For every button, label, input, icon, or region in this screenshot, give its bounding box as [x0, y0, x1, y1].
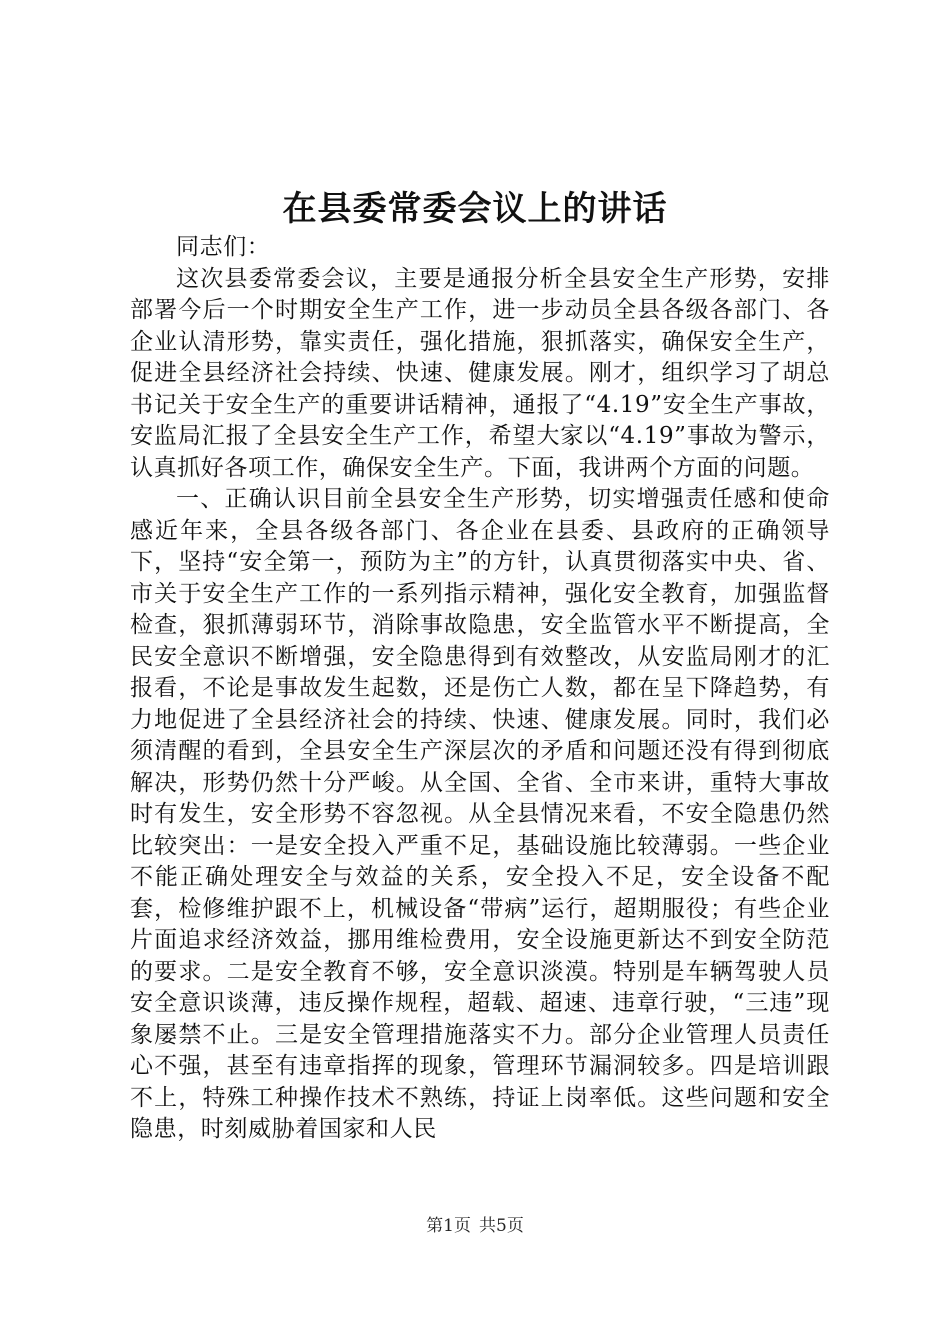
page-number: 第1页	[426, 1216, 471, 1236]
page-footer	[0, 1213, 950, 1239]
document-body	[130, 232, 830, 1146]
paragraph-2: 一、正确认识目前全县安全生产形势，切实增强责任感和使命感近年来，全县各级各部门、各企业在县委、县政府的正确领导下，坚持“安全第一，预防为主”的方针，认真贯彻落实中央、省、市关于安全生产工作的一系列指示精神，强化安全教育，加强监督检查，狠抓薄弱环节，消除事故隐患，安全监管水平不断提高，全民安全意识不断增强，安全隐患得到有效整改，从安监局刚才的汇报看，不论是事故发生起数，还是伤亡人数，都在呈下降趋势，有力地促进了全县经济社会的持续、快速、健康发展。同时，我们必须清醒的看到，全县安全生产深层次的矛盾和问题还没有得到彻底解决，形势仍然十分严峻。从全国、全省、全市来讲，重特大事故时有发生，安全形势不容忽视。从全县情况来看，不安全隐患仍然比较突出：一是安全投入严重不足，基础设施比较薄弱。一些企业不能正确处理安全与效益的关系，安全投入不足，安全设备不配套，检修维护跟不上，机械设备“带病”运行，超期服役；有些企业片面追求经济效益，挪用维检费用，安全设施更新达不到安全防范的要求。二是安全教育不够，安全意识淡漠。特别是车辆驾驶人员安全意识谈薄，违反操作规程，超载、超速、违章行驶，“三违”现象屡禁不止。三是安全管理措施落实不力。部分企业管理人员责任心不强，甚至有违章指挥的现象，管理环节漏洞较多。四是培训跟不上，特殊工种操作技术不熟练，持证上岗率低。这些问题和安全隐患，时刻威胁着国家和人民	[130, 486, 830, 1142]
paragraph-1: 这次县委常委会议，主要是通报分析全县安全生产形势，安排部署今后一个时期安全生产工作，进一步动员全县各级各部门、各企业认清形势，靠实责任，强化措施，狠抓落实，确保安全生产，促进全县经济社会持续、快速、健康发展。刚才，组织学习了胡总书记关于安全生产的重要讲话精神，通报了“4.19”安全生产事故，安监局汇报了全县安全生产工作，希望大家以“4.19”事故为警示，认真抓好各项工作，确保安全生产。下面，我讲两个方面的问题。	[130, 265, 830, 481]
salutation: 同志们：	[176, 234, 271, 260]
page-total: 共5页	[479, 1216, 524, 1236]
document-title: 在县委常委会议上的讲话	[282, 189, 668, 229]
